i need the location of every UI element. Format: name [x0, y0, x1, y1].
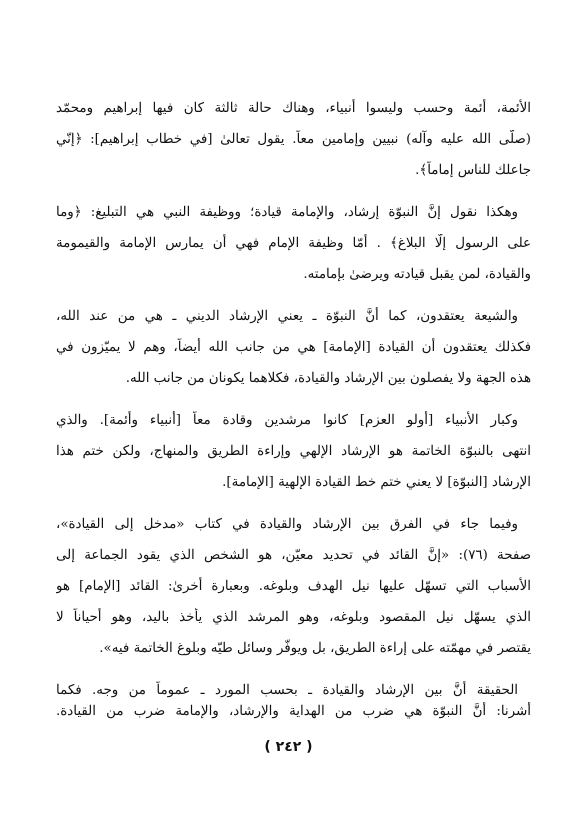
text-line: وهكذا نقول إنَّ النبوّة إرشاد، والإمامة قيادة؛ ووظيفة النبي هي التبليغ: ﴿وما — [56, 205, 518, 220]
text-line: والشيعة يعتقدون، كما أنَّ النبوّة ـ يعني الإرشاد الديني ـ هي من عند الله، — [56, 309, 518, 324]
text-line: (صلّى الله عليه وآله) نبيين وإمامين معاً. يقول تعالىٰ [في خطاب إبراهيم]: ﴿إنّي — [56, 132, 531, 147]
text-line: الذي يسهّل نيل المقصود وبلوغه، وهو المرشد الذي يأخذ باليد، وهو أحياناً لا — [56, 610, 531, 625]
text-line: الحقيقة أنَّ بين الإرشاد والقيادة ـ بحسب المورد ـ عموماً من وجه. فكما — [56, 683, 518, 698]
text-line: وفيما جاء في الفرق بين الإرشاد والقيادة في كتاب «مدخل إلى القيادة»، — [56, 517, 518, 532]
text-line: الأسباب التي تسهّل عليها نيل الهدف وبلوغه. وبعبارة أُخرىٰ: القائد [الإمام] هو — [56, 579, 531, 594]
page-number: ( ٢٤٢ ) — [264, 739, 313, 755]
text-line: أشرنا: أنَّ النبوّة هي ضرب من الهداية والإرشاد، والإمامة ضرب من القيادة. — [56, 704, 531, 719]
text-line: صفحة (٧٦): «إنَّ القائد في تحديد معيّن، هو الشخص الذي يقود الجماعة إلى — [56, 548, 531, 563]
text-line: وكبار الأنبياء [أولو العزم] كانوا مرشدين وقادة معاً [أنبياء وأئمة]. والذي — [56, 413, 518, 428]
text-line: يقتصر في مهمّته على إراءة الطريق، بل ويوفّر وسائل طيّه وبلوغ الخاتمة فيه». — [99, 641, 531, 656]
text-line: الإرشاد [النبوّة] لا يعني ختم خط القيادة الإلهية [الإمامة]. — [222, 475, 531, 490]
text-line: انتهى بالنبوّة الخاتمة هو الإرشاد الإلهي وإراءة الطريق والمنهاج، ولكن ختم هذا — [56, 444, 531, 459]
text-line: فكذلك يعتقدون أن القيادة [الإمامة] هي من جانب الله أيضاً، وهم لا يميّزون في — [56, 340, 531, 355]
text-line: على الرسول إلّا البلاغ﴾ . أمّا وظيفة الإمام فهي أن يمارس الإمامة والقيمومة — [56, 236, 531, 251]
text-line: الأئمة، أئمة وحسب وليسوا أنبياء، وهناك حالة ثالثة كان فيها إبراهيم ومحمّد — [56, 101, 531, 116]
text-line: هذه الجهة ولا يفصلون بين الإرشاد والقيادة، فكلاهما يكونان من جانب الله. — [125, 371, 531, 386]
text-line: والقيادة، لمن يقبل قيادته ويرضىٰ بإمامته. — [303, 267, 531, 282]
text-line: جاعلك للناس إماماً﴾. — [415, 163, 531, 178]
